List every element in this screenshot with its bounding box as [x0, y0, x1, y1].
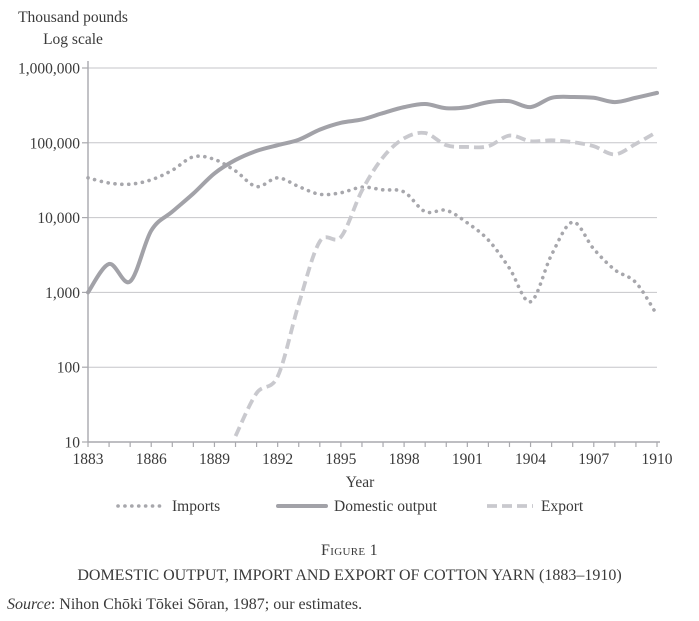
x-tick-label: 1886	[135, 451, 167, 468]
x-tick-label: 1898	[388, 451, 420, 468]
source-label: Source	[7, 596, 51, 614]
domestic-output-series	[88, 93, 657, 293]
figure-number: Figure 1	[321, 542, 378, 559]
x-tick-label: 1889	[198, 451, 230, 468]
x-tick-label: 1895	[325, 451, 357, 468]
y-axis-title-line2: Log scale	[43, 31, 103, 48]
source-text: : Nihon Chōki Tōkei Sōran, 1987; our estimates.	[50, 596, 363, 614]
figure-caption	[0, 539, 699, 587]
domestic-output-legend-label: Domestic output	[334, 498, 437, 515]
y-tick-labels	[18, 61, 80, 452]
axis-ticks	[82, 68, 657, 447]
imports-series	[88, 156, 657, 315]
y-axis-title-line1: Thousand pounds	[18, 9, 128, 26]
x-tick-label: 1883	[72, 451, 104, 468]
export-series	[236, 132, 657, 436]
x-tick-labels	[73, 451, 673, 468]
x-axis-title: Year	[345, 474, 375, 491]
y-tick-label: 1,000	[45, 284, 80, 302]
export-legend-label: Export	[541, 498, 584, 515]
axes	[88, 61, 660, 442]
gridlines	[88, 68, 657, 367]
imports-legend-label: Imports	[172, 498, 221, 515]
legend	[118, 498, 584, 515]
y-tick-label: 100	[56, 359, 80, 377]
y-tick-label: 10	[64, 434, 80, 452]
x-tick-label: 1910	[641, 451, 673, 468]
x-tick-label: 1907	[578, 451, 610, 468]
y-tick-label: 10,000	[37, 210, 80, 228]
y-tick-label: 100,000	[29, 135, 80, 153]
y-tick-label: 1,000,000	[18, 60, 80, 78]
x-tick-label: 1901	[451, 451, 483, 468]
x-tick-label: 1904	[515, 451, 547, 468]
source-note	[7, 596, 699, 614]
data-series	[88, 93, 657, 436]
x-tick-label: 1892	[262, 451, 294, 468]
figure-title: DOMESTIC OUTPUT, IMPORT AND EXPORT OF COTTON YARN (1883–1910)	[77, 567, 622, 585]
